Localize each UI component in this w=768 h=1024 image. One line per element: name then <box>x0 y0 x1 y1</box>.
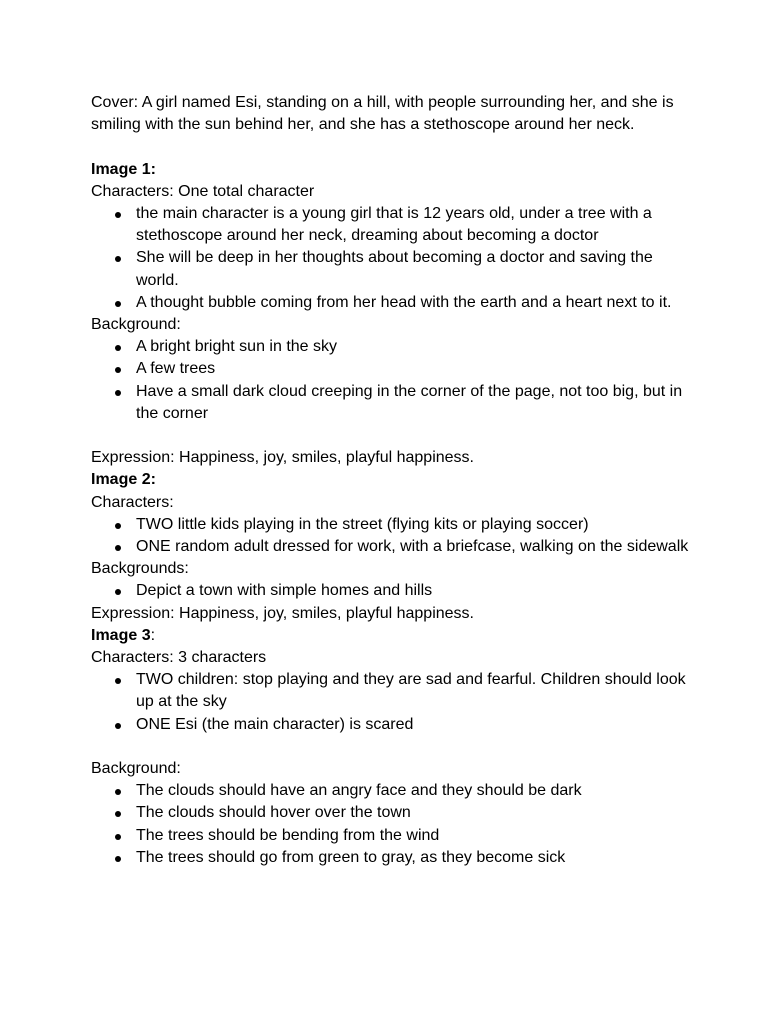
image2-characters-label: Characters: <box>91 493 174 511</box>
list-item: The clouds should have an angry face and they should be dark <box>91 780 691 802</box>
bullet-icon <box>115 834 121 840</box>
document-body <box>91 92 691 869</box>
list-item: A thought bubble coming from her head with the earth and a heart next to it. <box>91 292 691 314</box>
list-item: The trees should be bending from the wind <box>91 825 691 847</box>
bullet-icon <box>115 301 121 307</box>
blank-line <box>91 736 691 758</box>
bullet-icon <box>115 856 121 862</box>
image3-background-label: Background: <box>91 760 181 778</box>
list-item: the main character is a young girl that is 12 years old, under a tree with a stethoscope around her neck, dreaming about becoming a doctor <box>91 203 691 247</box>
bullet-icon <box>115 589 121 595</box>
list-item: TWO little kids playing in the street (flying kits or playing soccer) <box>91 514 691 536</box>
bullet-icon <box>115 212 121 218</box>
blank-line <box>91 136 691 158</box>
list-item: Depict a town with simple homes and hills <box>91 580 691 602</box>
blank-line <box>91 425 691 447</box>
bullet-icon <box>115 811 121 817</box>
list-item: The trees should go from green to gray, as they become sick <box>91 847 691 869</box>
image1-background-list <box>91 336 691 425</box>
list-item: ONE Esi (the main character) is scared <box>91 714 691 736</box>
image1-characters-list <box>91 203 691 314</box>
image3-heading-colon: : <box>150 626 156 644</box>
image1-expression: Expression: Happiness, joy, smiles, playful happiness. <box>91 449 474 467</box>
image1-heading: Image 1: <box>91 160 156 178</box>
image3-characters-label: Characters: 3 characters <box>91 649 267 667</box>
image3-heading-text: Image 3 <box>91 626 151 644</box>
image3-background-list <box>91 780 691 869</box>
bullet-icon <box>115 678 121 684</box>
image2-expression: Expression: Happiness, joy, smiles, playful happiness. <box>91 604 474 622</box>
list-item: She will be deep in her thoughts about becoming a doctor and saving the world. <box>91 247 691 291</box>
image3-characters-list <box>91 669 691 736</box>
image2-background-list <box>91 580 691 602</box>
image1-background-label: Background: <box>91 316 181 334</box>
image2-background-label: Backgrounds: <box>91 560 189 578</box>
bullet-icon <box>115 367 121 373</box>
bullet-icon <box>115 723 121 729</box>
list-item: Have a small dark cloud creeping in the corner of the page, not too big, but in the corner <box>91 381 691 425</box>
bullet-icon <box>115 789 121 795</box>
list-item: A bright bright sun in the sky <box>91 336 691 358</box>
image1-characters-label: Characters: One total character <box>91 182 315 200</box>
list-item: A few trees <box>91 358 691 380</box>
list-item: The clouds should hover over the town <box>91 802 691 824</box>
list-item: ONE random adult dressed for work, with a briefcase, walking on the sidewalk <box>91 536 691 558</box>
bullet-icon <box>115 523 121 529</box>
bullet-icon <box>115 545 121 551</box>
cover-description: Cover: A girl named Esi, standing on a hill, with people surrounding her, and she is smiling with the sun behind her, and she has a stethoscope around her neck. <box>91 94 674 134</box>
bullet-icon <box>115 345 121 351</box>
list-item: TWO children: stop playing and they are sad and fearful. Children should look up at the sky <box>91 669 691 713</box>
bullet-icon <box>115 390 121 396</box>
image2-heading: Image 2: <box>91 471 156 489</box>
image3-heading <box>91 625 691 647</box>
bullet-icon <box>115 256 121 262</box>
image2-characters-list <box>91 514 691 558</box>
